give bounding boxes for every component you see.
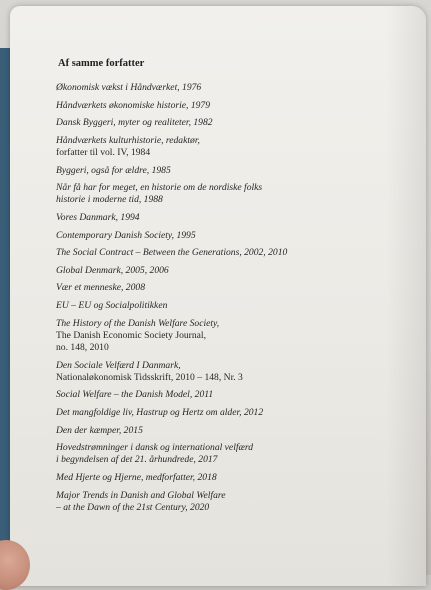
bibliography-entry [56, 318, 386, 355]
bibliography-entry [56, 247, 386, 259]
entry-line: Global Denmark, 2005, 2006 [56, 264, 169, 276]
bibliography-entry [56, 117, 386, 129]
bibliography-entry [56, 360, 386, 384]
bibliography-entry [56, 82, 386, 94]
bibliography-entry [56, 407, 386, 419]
bibliography-entry [56, 165, 386, 177]
bibliography-entry [56, 265, 386, 277]
bibliography-entry [56, 490, 386, 514]
entry-line: Vær et menneske, 2008 [56, 282, 145, 294]
entry-line: Med Hjerte og Hjerne, medforfatter, 2018 [56, 471, 217, 483]
bibliography-entry [56, 212, 386, 224]
entry-line: Vores Danmark, 1994 [56, 211, 140, 223]
bibliography-entry [56, 425, 386, 437]
book-page [10, 6, 426, 586]
entry-line: Hovedstrømninger i dansk og international velfærd [56, 442, 254, 454]
entry-line: Håndværkets økonomiske historie, 1979 [56, 99, 211, 111]
bibliography-entry [56, 100, 386, 112]
entry-line: forfatter til vol. IV, 1984 [56, 146, 151, 158]
entry-line: Nationaløkonomisk Tidsskrift, 2010 – 148, Nr. 3 [56, 371, 243, 383]
entry-line: EU – EU og Socialpolitikken [56, 299, 168, 311]
entry-line: The Social Contract – Between the Generations, 2002, 2010 [56, 247, 288, 259]
bibliography-entry [56, 300, 386, 312]
entry-line: no. 148, 2010 [56, 341, 109, 353]
entry-line: The History of the Danish Welfare Society, [56, 317, 220, 329]
entry-line: – at the Dawn of the 21st Century, 2020 [56, 501, 210, 513]
entry-line: Byggeri, også for ældre, 1985 [56, 164, 171, 176]
entry-line: Major Trends in Danish and Global Welfare [56, 489, 226, 501]
entry-line: i begyndelsen af det 21. århundrede, 2017 [56, 454, 218, 466]
bibliography-entry [56, 182, 386, 206]
entry-line: Det mangfoldige liv, Hastrup og Hertz om alder, 2012 [56, 406, 264, 418]
entry-line: Den Sociale Velfærd I Danmark, [56, 359, 181, 371]
bibliography-entry [56, 282, 386, 294]
bibliography-entry [56, 389, 386, 401]
page-heading: Af samme forfatter [58, 58, 145, 69]
bibliography-list [56, 82, 386, 519]
bibliography-entry [56, 442, 386, 466]
entry-line: Håndværkets kulturhistorie, redaktør, [56, 134, 200, 146]
entry-line: Økonomisk vækst i Håndværket, 1976 [56, 82, 202, 93]
entry-line: Når få har for meget, en historie om de nordiske folks [56, 182, 263, 194]
entry-line: Den der kæmper, 2015 [56, 424, 143, 436]
bibliography-entry [56, 230, 386, 242]
bibliography-entry [56, 135, 386, 159]
bibliography-entry [56, 472, 386, 484]
entry-line: Social Welfare – the Danish Model, 2011 [56, 389, 214, 401]
entry-line: Dansk Byggeri, myter og realiteter, 1982 [56, 117, 213, 129]
entry-line: historie i moderne tid, 1988 [56, 194, 163, 206]
entry-line: Contemporary Danish Society, 1995 [56, 229, 196, 241]
page-curl-shadow [386, 6, 426, 586]
entry-line: The Danish Economic Society Journal, [56, 329, 207, 341]
